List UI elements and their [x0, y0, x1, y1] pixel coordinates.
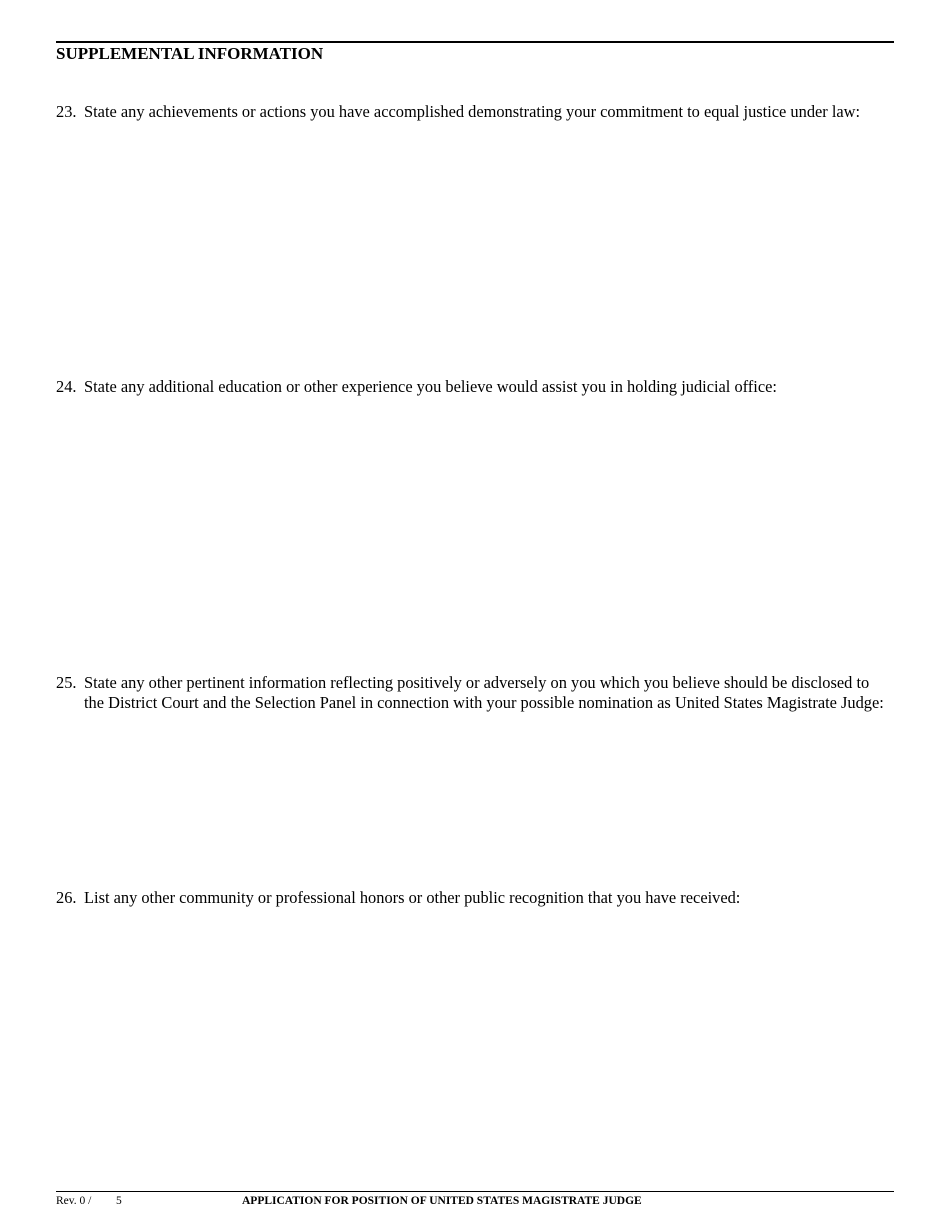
footer-page-number: 5 — [116, 1195, 122, 1207]
question-25 — [56, 673, 892, 712]
question-number: 26. — [56, 888, 77, 907]
question-text: State any other pertinent information reflecting positively or adversely on you which you believe should be disclosed to the District Court and the Selection Panel in connection with your possible nomination as United States Magistrate Judge: — [84, 673, 884, 712]
footer-form-title: APPLICATION FOR POSITION OF UNITED STATES MAGISTRATE JUDGE — [242, 1195, 642, 1207]
question-number: 25. — [56, 673, 77, 692]
question-26 — [56, 888, 892, 908]
question-text: State any additional education or other experience you believe would assist you in holding judicial office: — [84, 377, 777, 396]
question-text: List any other community or professional honors or other public recognition that you have received: — [84, 888, 741, 907]
question-number: 24. — [56, 377, 77, 396]
question-number: 23. — [56, 102, 77, 121]
footer-divider — [56, 1191, 894, 1192]
section-title: SUPPLEMENTAL INFORMATION — [56, 44, 324, 63]
top-divider — [56, 41, 894, 43]
question-23 — [56, 102, 892, 122]
question-24 — [56, 377, 892, 397]
question-text: State any achievements or actions you have accomplished demonstrating your commitment to equal justice under law: — [84, 102, 861, 121]
footer-revision: Rev. 0 / — [56, 1195, 92, 1207]
